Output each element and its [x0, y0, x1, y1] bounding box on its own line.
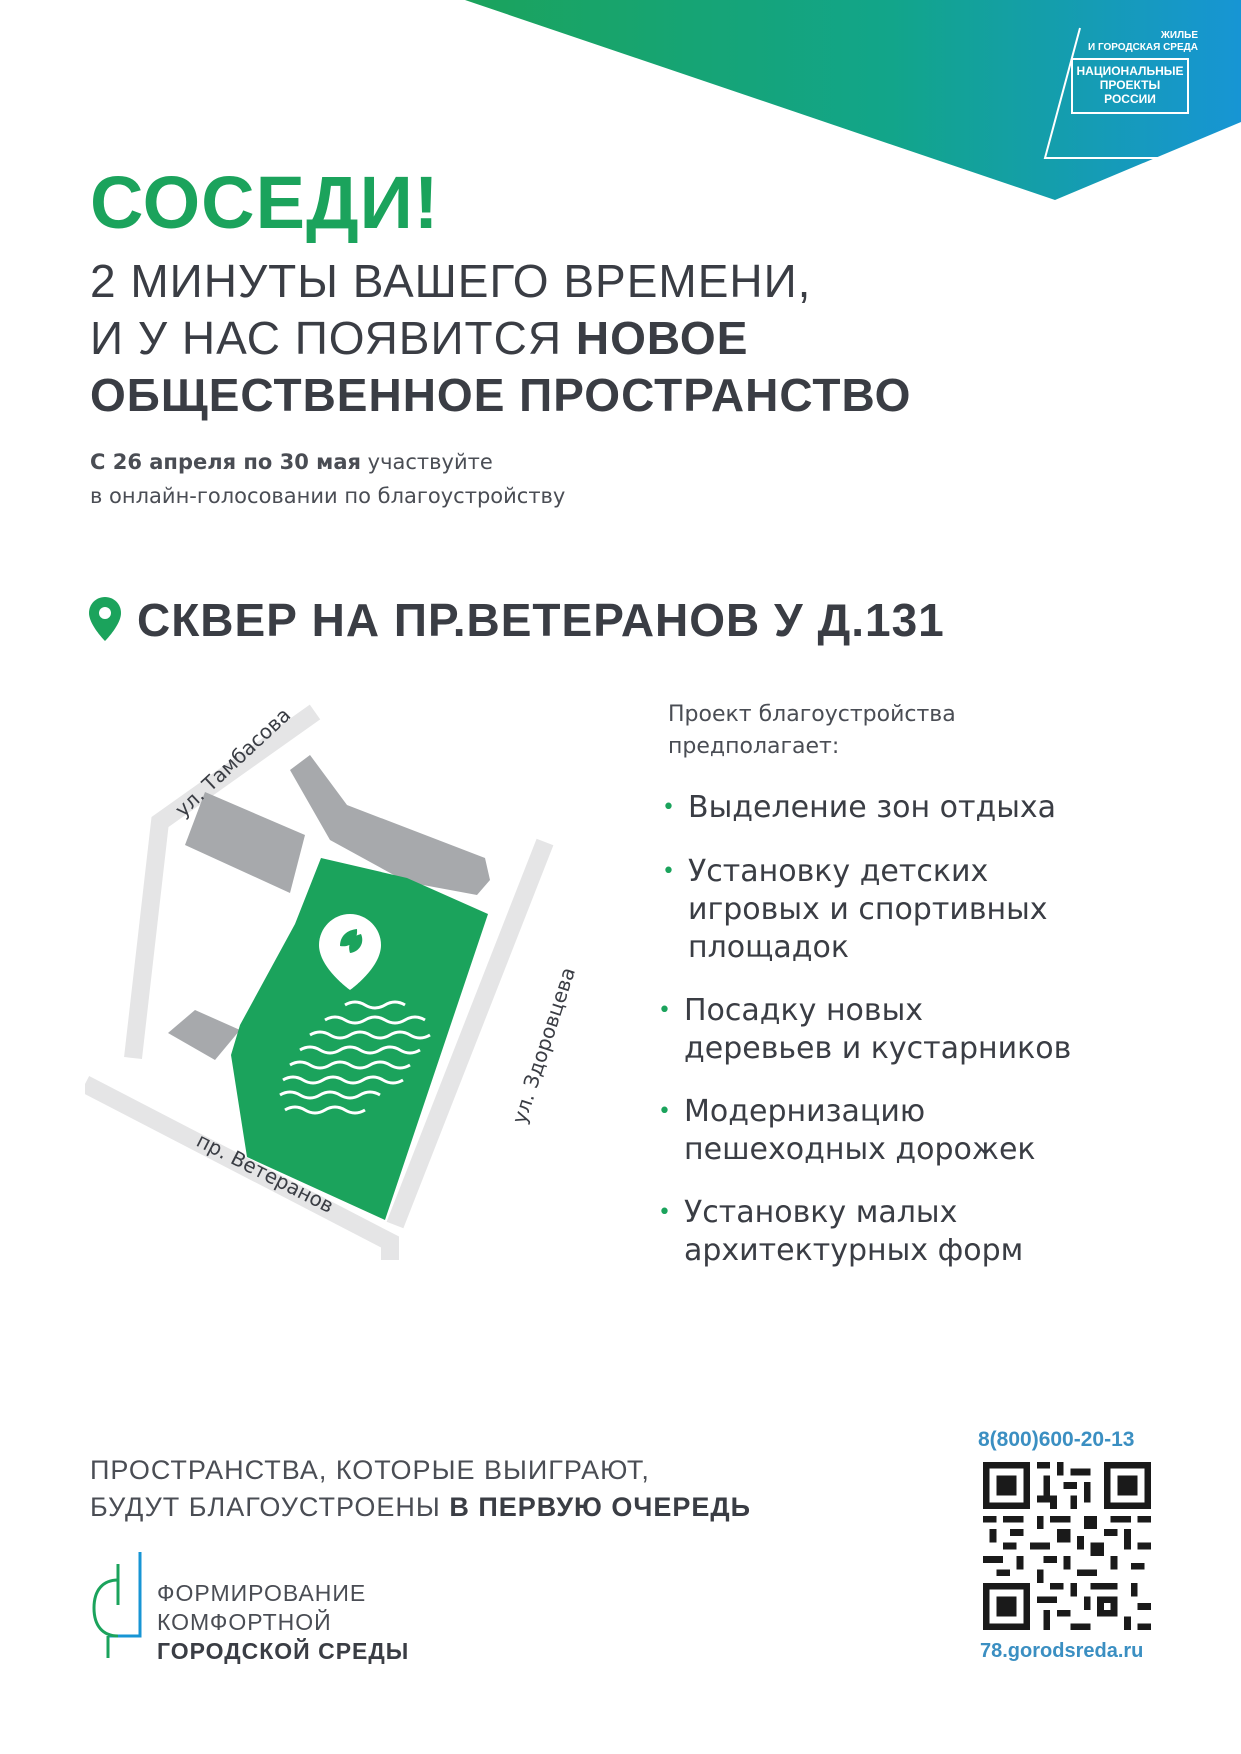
subheadline-line-3: ОБЩЕСТВЕННОЕ ПРОСТРАНСТВО	[90, 369, 912, 421]
project-item-text: пешеходных дорожек	[684, 1132, 1036, 1167]
building-small	[168, 1010, 240, 1060]
comfortable-city-logo	[88, 1550, 144, 1660]
building-west	[185, 792, 305, 893]
street-tambasova-label: ул. Тамбасова	[170, 702, 296, 822]
project-item-text: площадок	[688, 930, 850, 965]
subheadline-line-2-bold: НОВОЕ	[575, 312, 749, 364]
footer-line-2-bold: В ПЕРВУЮ ОЧЕРЕДЬ	[449, 1492, 751, 1522]
project-item-text: деревьев и кустарников	[684, 1031, 1072, 1066]
phone-number[interactable]: 8(800)600-20-13	[978, 1428, 1135, 1451]
project-item-3	[658, 992, 1072, 1068]
project-item-text: Установку детских	[688, 854, 989, 889]
project-item-2	[662, 853, 1048, 967]
bullet-dot-icon: •	[662, 859, 675, 884]
fcs-line-3: ГОРОДСКОЙ СРЕДЫ	[157, 1638, 410, 1664]
project-item-4	[658, 1093, 1036, 1169]
project-item-text: Установку малых	[684, 1195, 958, 1230]
project-item-text: Выделение зон отдыха	[688, 790, 1057, 825]
bullet-dot-icon: •	[658, 998, 671, 1023]
headline: СОСЕДИ!	[90, 161, 440, 244]
bullet-dot-icon: •	[662, 795, 675, 820]
subheadline-line-2-normal: И У НАС ПОЯВИТСЯ	[90, 312, 576, 364]
bullet-dot-icon: •	[658, 1200, 671, 1225]
bullet-dot-icon: •	[658, 1099, 671, 1124]
location-title: СКВЕР НА ПР.ВЕТЕРАНОВ У Д.131	[137, 594, 945, 646]
map-pin-icon	[88, 596, 122, 642]
footer-line-2-normal: БУДУТ БЛАГОУСТРОЕНЫ	[90, 1492, 450, 1522]
national-projects-logo: НАЦИОНАЛЬНЫЕ ПРОЕКТЫ РОССИИ	[1071, 58, 1189, 114]
dates-bold: С 26 апреля по 30 мая	[90, 450, 361, 474]
project-item-text: игровых и спортивных	[688, 892, 1048, 927]
subheadline-line-2	[90, 311, 748, 365]
fcs-line-2: КОМФОРТНОЙ	[157, 1609, 332, 1635]
fcs-line-1: ФОРМИРОВАНИЕ	[157, 1580, 367, 1606]
project-item-1	[662, 789, 1057, 827]
project-item-5	[658, 1194, 1024, 1270]
project-item-text: Посадку новых	[684, 993, 924, 1028]
dates-line-2: в онлайн-голосовании по благоустройству	[90, 484, 566, 508]
dates-line-1	[90, 450, 493, 474]
project-intro-line-1: Проект благоустройства	[668, 702, 956, 727]
street-zdorovtseva-label: ул. Здоровцева	[506, 964, 581, 1127]
site-map	[85, 700, 625, 1260]
footer-line-1: ПРОСТРАНСТВА, КОТОРЫЕ ВЫИГРАЮТ,	[90, 1455, 650, 1485]
footer-line-2	[90, 1492, 751, 1523]
qr-code-icon[interactable]	[983, 1462, 1151, 1630]
website-link[interactable]: 78.gorodsreda.ru	[980, 1640, 1144, 1662]
project-intro-line-2: предполагает:	[668, 734, 840, 759]
project-item-text: Модернизацию	[684, 1094, 926, 1129]
dates-rest: участвуйте	[361, 450, 493, 474]
national-projects-caption: ЖИЛЬЕ И ГОРОДСКАЯ СРЕДА	[1087, 30, 1198, 53]
subheadline-line-1: 2 МИНУТЫ ВАШЕГО ВРЕМЕНИ,	[90, 255, 812, 307]
project-item-text: архитектурных форм	[684, 1233, 1024, 1268]
street-veteranov-label: пр. Ветеранов	[192, 1128, 338, 1218]
